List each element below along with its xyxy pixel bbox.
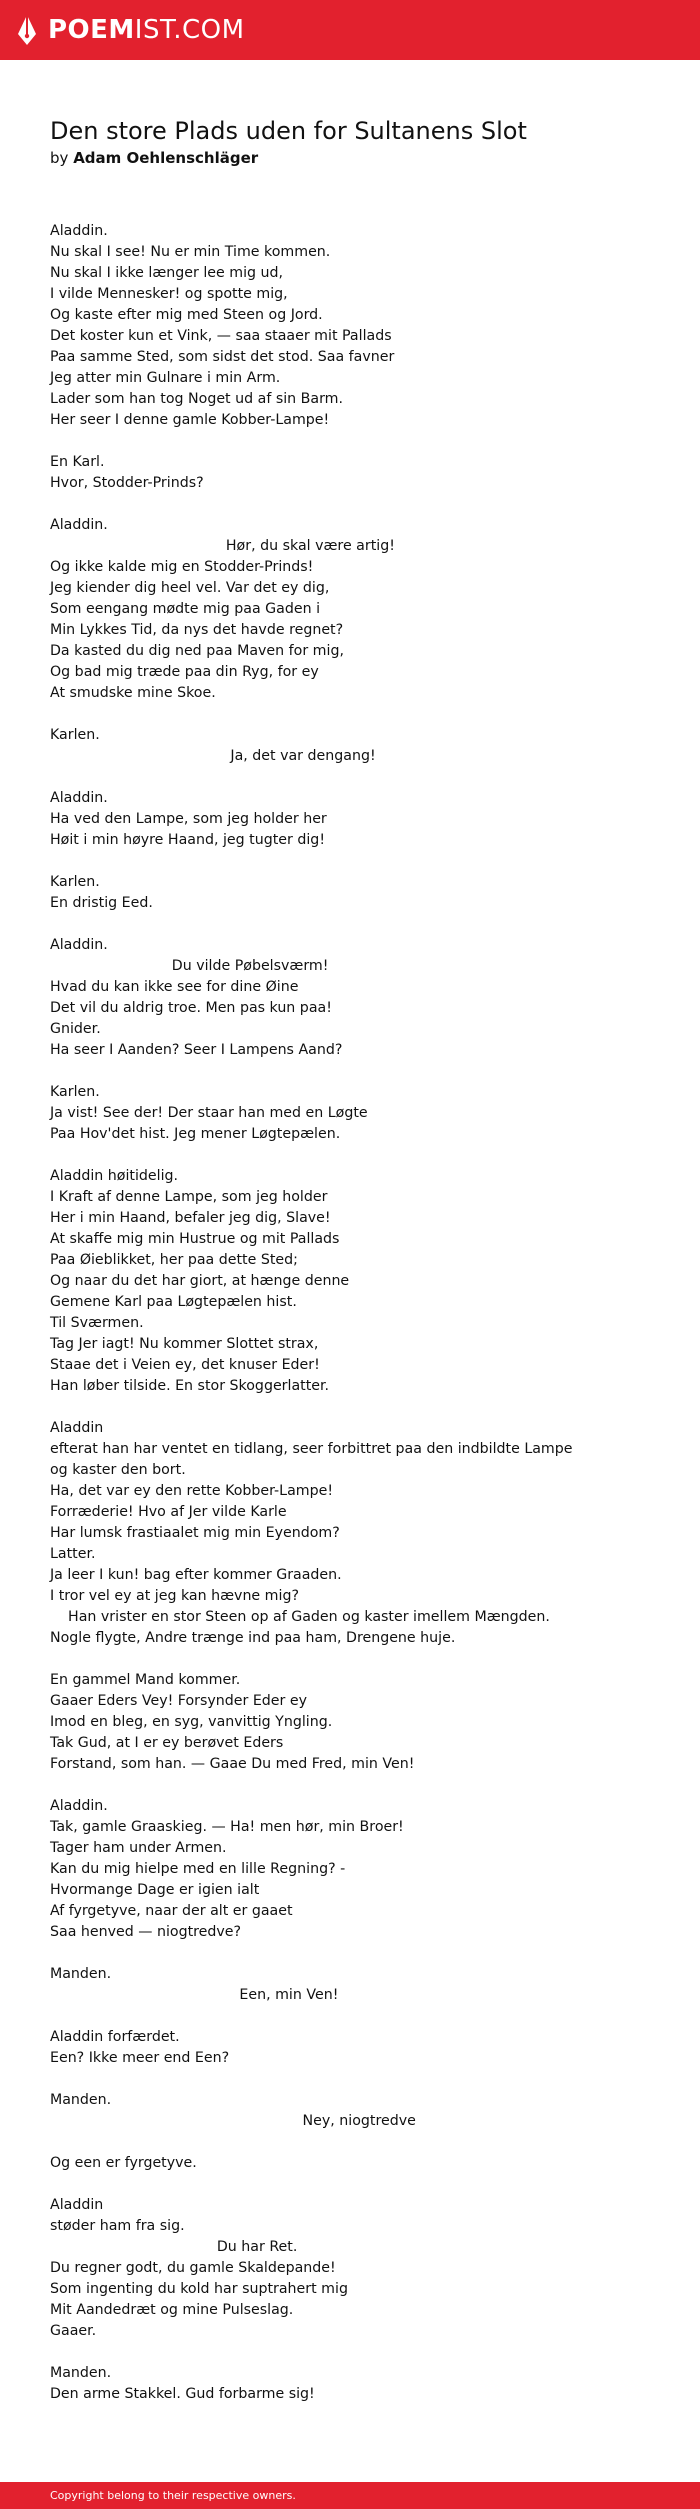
poem-line: En Karl.: [50, 454, 105, 470]
poem-line: Aladdin forfærdet.: [50, 2029, 180, 2045]
poem-line: Gemene Karl paa Løgtepælen hist.: [50, 1294, 297, 1310]
poem-line: Forræderie! Hvo af Jer vilde Karle: [50, 1504, 287, 1520]
poem-body: [50, 221, 670, 2405]
poem-line: En dristig Eed.: [50, 895, 153, 911]
poem-line: Forstand, som han. — Gaae Du med Fred, min Ven!: [50, 1756, 415, 1772]
poem-line: Min Lykkes Tid, da nys det havde regnet?: [50, 622, 344, 638]
poem-line: [50, 2006, 670, 2027]
poem-line: [50, 1775, 670, 1796]
poem-line: Ney, niogtredve: [50, 2113, 416, 2129]
poem-line: [50, 914, 670, 935]
poem-line: Aladdin: [50, 1420, 104, 1436]
poem-line: Aladdin høitidelig.: [50, 1168, 179, 1184]
poem-line: Den arme Stakkel. Gud forbarme sig!: [50, 2386, 315, 2402]
poem-line: [50, 431, 670, 452]
copyright-notice: Copyright belong to their respective owners.: [50, 2489, 296, 2502]
poem-line: Paa samme Sted, som sidst det stod. Saa favner: [50, 349, 395, 365]
author-link[interactable]: Adam Oehlenschläger: [73, 149, 259, 167]
poem-line: I tror vel ey at jeg kan hævne mig?: [50, 1588, 299, 1604]
poem-line: Mit Aandedræt og mine Pulseslag.: [50, 2302, 294, 2318]
poem-line: Ha ved den Lampe, som jeg holder her: [50, 811, 327, 827]
poem-line: Aladdin.: [50, 1798, 108, 1814]
poem-line: Manden.: [50, 2365, 112, 2381]
poem-line: Her i min Haand, befaler jeg dig, Slave!: [50, 1210, 331, 1226]
poem-line: Som eengang mødte mig paa Gaden i: [50, 601, 321, 617]
poem-header: [50, 115, 650, 169]
poem-line: Og een er fyrgetyve.: [50, 2155, 197, 2171]
poem-line: Nu skal I ikke længer lee mig ud,: [50, 265, 284, 281]
logo-wordmark-bold: POEM: [48, 15, 135, 45]
poem-line: Paa Øieblikket, her paa dette Sted;: [50, 1252, 298, 1268]
poem-line: En gammel Mand kommer.: [50, 1672, 241, 1688]
poem-line: [50, 767, 670, 788]
poem-line: Tak Gud, at I er ey berøvet Eders: [50, 1735, 284, 1751]
poem-line: Og bad mig træde paa din Ryg, for ey: [50, 664, 319, 680]
poem-line: [50, 1943, 670, 1964]
poem-line: [50, 2132, 670, 2153]
poem-line: Som ingenting du kold har suptrahert mig: [50, 2281, 348, 2297]
poem-line: Aladdin.: [50, 937, 108, 953]
poem-line: Han vrister en stor Steen op af Gaden og kaster imellem Mængden.: [50, 1609, 550, 1625]
site-header: [0, 0, 700, 60]
poem-line: støder ham fra sig.: [50, 2218, 185, 2234]
poem-line: Du har Ret.: [50, 2239, 298, 2255]
poem-line: Latter.: [50, 1546, 96, 1562]
site-footer: [0, 2482, 700, 2509]
poem-line: Da kasted du dig ned paa Maven for mig,: [50, 643, 344, 659]
poem-line: [50, 2174, 670, 2195]
poem-line: Gaaer.: [50, 2323, 97, 2339]
poem-line: Aladdin: [50, 2197, 104, 2213]
poem-line: Kan du mig hielpe med en lille Regning? -: [50, 1861, 346, 1877]
poem-line: Een? Ikke meer end Een?: [50, 2050, 230, 2066]
poem-line: Og naar du det har giort, at hænge denne: [50, 1273, 350, 1289]
poem-line: Ha, det var ey den rette Kobber-Lampe!: [50, 1483, 334, 1499]
poem-line: Gnider.: [50, 1021, 101, 1037]
poem-line: Aladdin.: [50, 517, 108, 533]
logo-wordmark-light: IST.COM: [134, 15, 245, 45]
poem-line: [50, 1061, 670, 1082]
poem-line: Og kaste efter mig med Steen og Jord.: [50, 307, 323, 323]
poem-line: Nogle flygte, Andre trænge ind paa ham, Drengene huje.: [50, 1630, 456, 1646]
poem-line: [50, 2069, 670, 2090]
poem-line: Tak, gamle Graaskieg. — Ha! men hør, min Broer!: [50, 1819, 404, 1835]
poem-line: Staae det i Veien ey, det knuser Eder!: [50, 1357, 320, 1373]
poem-line: Ja leer I kun! bag efter kommer Graaden.: [50, 1567, 342, 1583]
poem-line: Jeg atter min Gulnare i min Arm.: [50, 370, 281, 386]
poem-line: Har lumsk frastiaalet mig min Eyendom?: [50, 1525, 340, 1541]
poem-line: Tager ham under Armen.: [50, 1840, 227, 1856]
poem-line: Hvad du kan ikke see for dine Øine: [50, 979, 299, 995]
poem-line: Høit i min høyre Haand, jeg tugter dig!: [50, 832, 326, 848]
poem-line: I vilde Mennesker! og spotte mig,: [50, 286, 288, 302]
poem-line: Manden.: [50, 2092, 112, 2108]
site-logo[interactable]: [16, 13, 245, 47]
poem-line: Manden.: [50, 1966, 112, 1982]
poem-line: Aladdin.: [50, 223, 108, 239]
poem-title: Den store Plads uden for Sultanens Slot: [50, 117, 527, 145]
poem-line: Karlen.: [50, 1084, 100, 1100]
poem-line: Det vil du aldrig troe. Men pas kun paa!: [50, 1000, 332, 1016]
poem-line: Ja vist! See der! Der staar han med en Løgte: [50, 1105, 368, 1121]
poem-line: At skaffe mig min Hustrue og mit Pallads: [50, 1231, 340, 1247]
poem-line: efterat han har ventet en tidlang, seer forbittret paa den indbildte Lampe: [50, 1441, 573, 1457]
byline-prefix: by: [50, 149, 69, 167]
poem-line: Jeg kiender dig heel vel. Var det ey dig,: [50, 580, 330, 596]
logo-wordmark: [48, 13, 245, 47]
poem-line: [50, 704, 670, 725]
poem-line: Aladdin.: [50, 790, 108, 806]
poem-line: [50, 494, 670, 515]
poem-line: Een, min Ven!: [50, 1987, 339, 2003]
poem-line: [50, 1397, 670, 1418]
pen-nib-icon: [16, 14, 38, 46]
poem-line: Her seer I denne gamle Kobber-Lampe!: [50, 412, 330, 428]
poem-line: Til Sværmen.: [50, 1315, 144, 1331]
poem-line: Og ikke kalde mig en Stodder-Prinds!: [50, 559, 314, 575]
poem-line: [50, 1145, 670, 1166]
poem-line: og kaster den bort.: [50, 1462, 186, 1478]
poem-line: Han løber tilside. En stor Skoggerlatter.: [50, 1378, 330, 1394]
poem-line: [50, 1649, 670, 1670]
poem-line: Karlen.: [50, 727, 100, 743]
poem-line: [50, 2342, 670, 2363]
poem-line: Karlen.: [50, 874, 100, 890]
poem-line: Hvor, Stodder-Prinds?: [50, 475, 204, 491]
poem-line: I Kraft af denne Lampe, som jeg holder: [50, 1189, 328, 1205]
byline: [50, 147, 650, 169]
poem-line: Hør, du skal være artig!: [50, 538, 395, 554]
poem-line: [50, 851, 670, 872]
poem-line: Det koster kun et Vink, — saa staaer mit Pallads: [50, 328, 392, 344]
poem-line: At smudske mine Skoe.: [50, 685, 216, 701]
poem-line: Lader som han tog Noget ud af sin Barm.: [50, 391, 344, 407]
poem-line: Af fyrgetyve, naar der alt er gaaet: [50, 1903, 293, 1919]
poem-line: Tag Jer iagt! Nu kommer Slottet strax,: [50, 1336, 319, 1352]
poem-line: Nu skal I see! Nu er min Time kommen.: [50, 244, 331, 260]
poem-line: Paa Hov'det hist. Jeg mener Løgtepælen.: [50, 1126, 341, 1142]
poem-line: Du regner godt, du gamle Skaldepande!: [50, 2260, 336, 2276]
poem-line: Ja, det var dengang!: [50, 748, 376, 764]
poem-line: Du vilde Pøbelsværm!: [50, 958, 329, 974]
poem-line: Imod en bleg, en syg, vanvittig Yngling.: [50, 1714, 333, 1730]
poem-line: Saa henved — niogtredve?: [50, 1924, 242, 1940]
poem-line: Gaaer Eders Vey! Forsynder Eder ey: [50, 1693, 308, 1709]
poem-line: Ha seer I Aanden? Seer I Lampens Aand?: [50, 1042, 343, 1058]
poem-line: Hvormange Dage er igien ialt: [50, 1882, 260, 1898]
